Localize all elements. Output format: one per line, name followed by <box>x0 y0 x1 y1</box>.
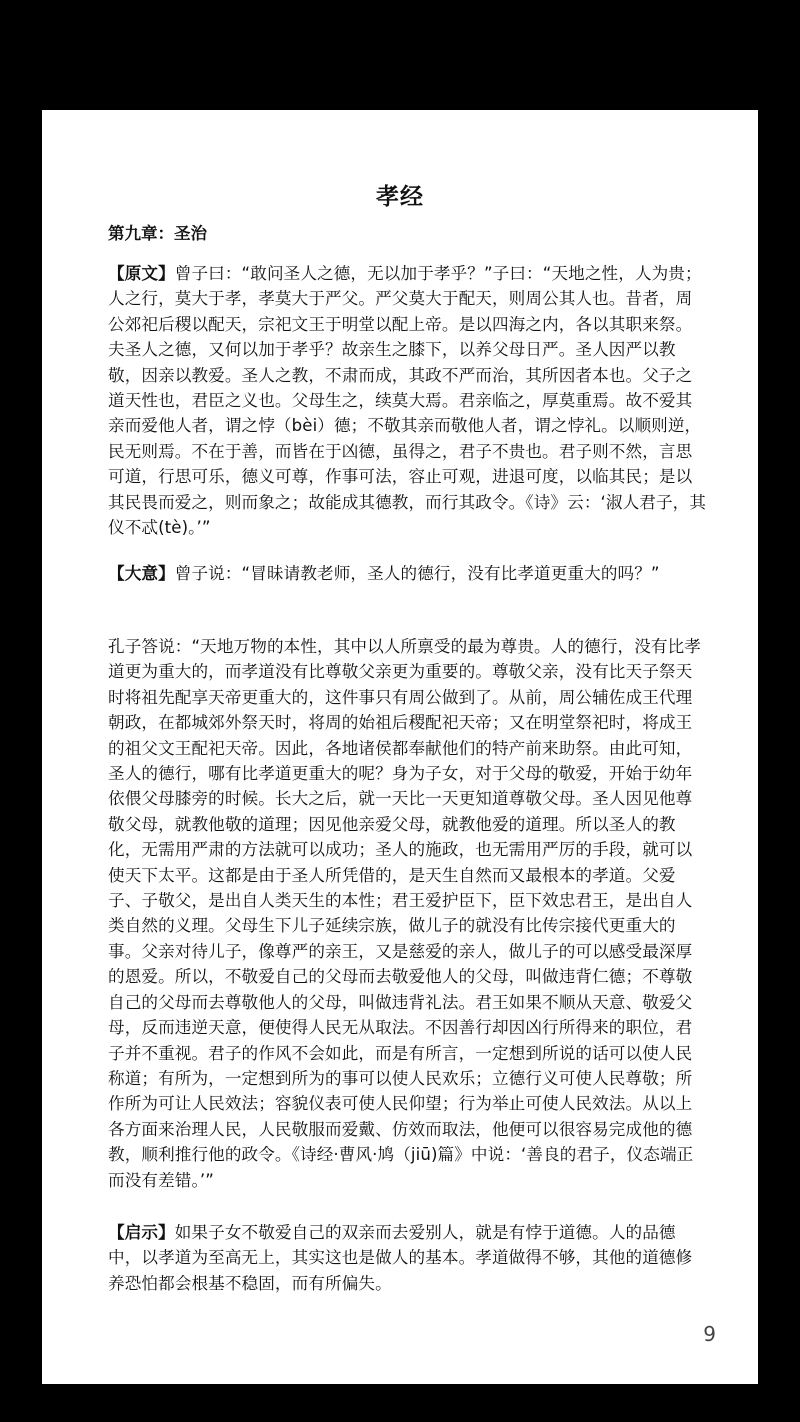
chapter-heading: 第九章：圣治 <box>108 224 207 243</box>
document-page <box>42 110 758 1384</box>
insight-body: 如果子女不敬爱自己的双亲而去爱别人，就是有悖于道德。人的品德中，以孝道为至高无上，其实这也是做人的基本。孝道做得不够，其他的道德修养恐怕都会根基不稳固，而有所偏失。 <box>108 1223 693 1293</box>
insight-tag: 【启示】 <box>108 1223 175 1242</box>
summary-tag: 【大意】 <box>108 564 175 583</box>
summary-body: 曾子说：“冒昧请教老师，圣人的德行，没有比孝道更重大的吗？” <box>174 564 660 583</box>
page-number: 9 <box>703 1322 716 1346</box>
page-title: 孝经 <box>376 184 424 210</box>
confucius-answer-paragraph <box>108 634 708 1193</box>
original-text-paragraph <box>108 261 708 540</box>
original-text-tag: 【原文】 <box>108 264 175 283</box>
original-text-body: 曾子曰：“敢问圣人之德，无以加于孝乎？”子曰：“天地之性，人为贵；人之行，莫大于孝，孝莫大于严父。严父莫大于配天，则周公其人也。昔者，周公郊祀后稷以配天，宗祀文王于明堂以配上帝。是以四海之内，各以其职来祭。夫圣人之德，又何以加于孝乎？故亲生之膝下，以养父母日严。圣人因严以教敬，因亲以教爱。圣人之教，不肃而成，其政不严而治，其所因者本也。父子之道天性也，君臣之义也。父母生之，续莫大焉。君亲临之，厚莫重焉。故不爱其亲而爱他人者，谓之悖（bèi）德；不敬其亲而敬他人者，谓之悖礼。以顺则逆，民无则焉。不在于善，而皆在于凶德，虽得之，君子不贵也。君子则不然，言思可道，行思可乐，德义可尊，作事可法，容止可观，进退可度，以临其民；是以其民畏而爱之，则而象之；故能成其德教，而行其政令。《诗》云：‘淑人君子，其仪不忒(tè)。’” <box>108 264 707 538</box>
summary-paragraph <box>108 561 708 586</box>
insight-paragraph <box>108 1220 708 1296</box>
confucius-answer-body: 孔子答说：“天地万物的本性，其中以人所禀受的最为尊贵。人的德行，没有比孝道更为重大的，而孝道没有比尊敬父亲更为重要的。尊敬父亲，没有比天子祭天时将祖先配享天帝更重大的，这件事只有周公做到了。从前，周公辅佐成王代理朝政，在都城郊外祭天时，将周的始祖后稷配祀天帝；又在明堂祭祀时，将成王的祖父文王配祀天帝。因此，各地诸侯都奉献他们的特产前来助祭。由此可知，圣人的德行，哪有比孝道更重大的呢？身为子女，对于父母的敬爱，开始于幼年依偎父母膝旁的时候。长大之后，就一天比一天更知道尊敬父母。圣人因见他尊敬父母，就教他敬的道理；因见他亲爱父母，就教他爱的道理。所以圣人的教化，无需用严肃的方法就可以成功；圣人的施政，也无需用严厉的手段，就可以使天下太平。这都是由于圣人所凭借的，是天生自然而又最根本的孝道。父爱子、子敬父，是出自人类天生的本性；君王爱护臣下，臣下效忠君王，是出自人类自然的义理。父母生下儿子延续宗族，做儿子的就没有比传宗接代更重大的事。父亲对待儿子，像尊严的亲王，又是慈爱的亲人，做儿子的可以感受最深厚的恩爱。所以，不敬爱自己的父母而去敬爱他人的父母，叫做违背仁德；不尊敬自己的父母而去尊敬他人的父母，叫做违背礼法。君王如果不顺从天意、敬爱父母，反而违逆天意，便使得人民无从取法。不因善行却因凶行所得来的职位，君子并不重视。君子的作风不会如此，而是有所言，一定想到所说的话可以使人民称道；有所为，一定想到所为的事可以使人民欢乐；立德行义可使人民尊敬；所作所为可让人民效法；容貌仪表可使人民仰望；行为举止可使人民效法。从以上各方面来治理人民，人民敬服而爱戴、仿效而取法，他便可以很容易完成他的德教，顺利推行他的政令。《诗经·曹风·鸠（jiū)篇》中说：‘善良的君子，仪态端正而没有差错。’” <box>108 637 701 1190</box>
